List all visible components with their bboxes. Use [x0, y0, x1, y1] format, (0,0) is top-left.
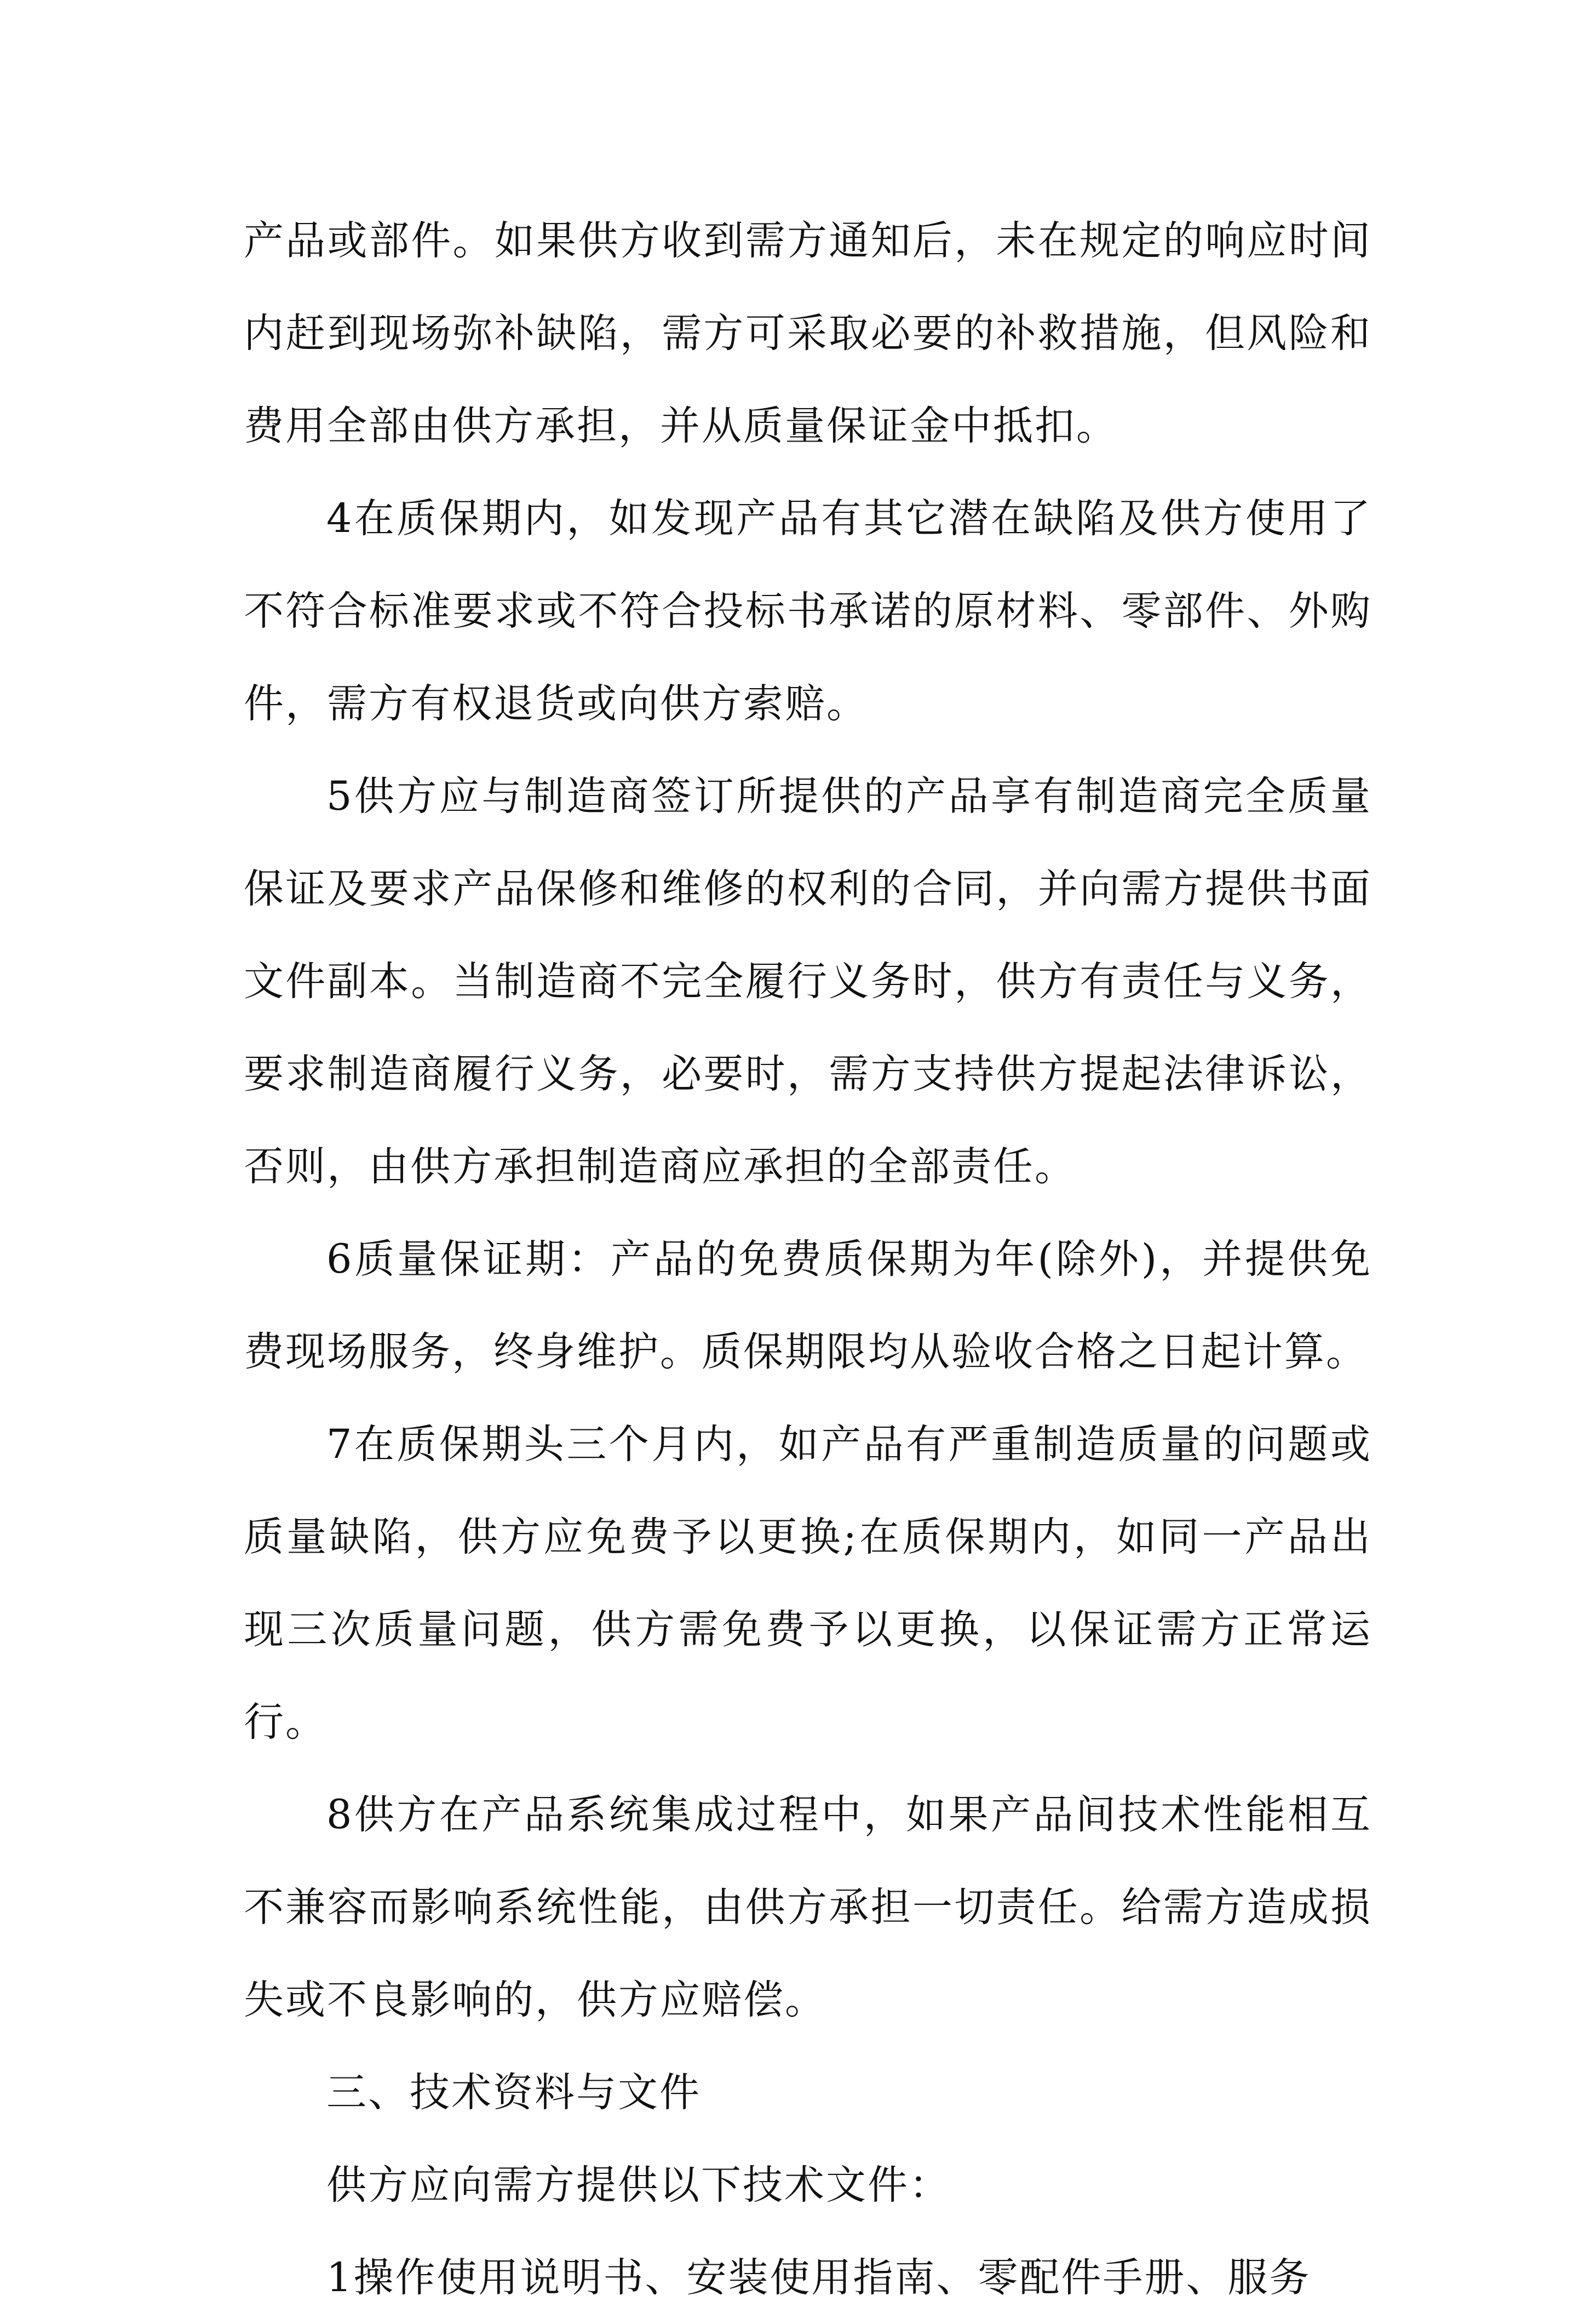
paragraph-item-6: 6质量保证期：产品的免费质保期为年(除外)，并提供免费现场服务，终身维护。质保期限均从验收合格之日起计算。	[244, 1236, 1372, 1375]
document-body	[244, 194, 1372, 2324]
paragraph-item-5: 5供方应与制造商签订所提供的产品享有制造商完全质量保证及要求产品保修和维修的权利的合同，并向需方提供书面文件副本。当制造商不完全履行义务时，供方有责任与义务，要求制造商履行义务，必要时，需方支持供方提起法律诉讼，否则，由供方承担制造商应承担的全部责任。	[244, 773, 1372, 1190]
paragraph-intro: 供方应向需方提供以下技术文件：	[326, 2162, 951, 2208]
paragraph-item-1: 1操作使用说明书、安装使用指南、零配件手册、服务	[326, 2254, 1311, 2301]
paragraph-item-8: 8供方在产品系统集成过程中，如果产品间技术性能相互不兼容而影响系统性能，由供方承担一切责任。给需方造成损失或不良影响的，供方应赔偿。	[244, 1791, 1372, 2023]
paragraph-item-7: 7在质保期头三个月内，如产品有严重制造质量的问题或质量缺陷，供方应免费予以更换;在质保期内，如同一产品出现三次质量问题，供方需免费予以更换，以保证需方正常运行。	[244, 1421, 1372, 1745]
paragraph-continuation: 产品或部件。如果供方收到需方通知后，未在规定的响应时间内赶到现场弥补缺陷，需方可采取必要的补救措施，但风险和费用全部由供方承担，并从质量保证金中抵扣。	[244, 217, 1372, 449]
section-heading: 三、技术资料与文件	[326, 2069, 701, 2116]
paragraph-item-4: 4在质保期内，如发现产品有其它潜在缺陷及供方使用了不符合标准要求或不符合投标书承诺的原材料、零部件、外购件，需方有权退货或向供方索赔。	[244, 495, 1372, 727]
